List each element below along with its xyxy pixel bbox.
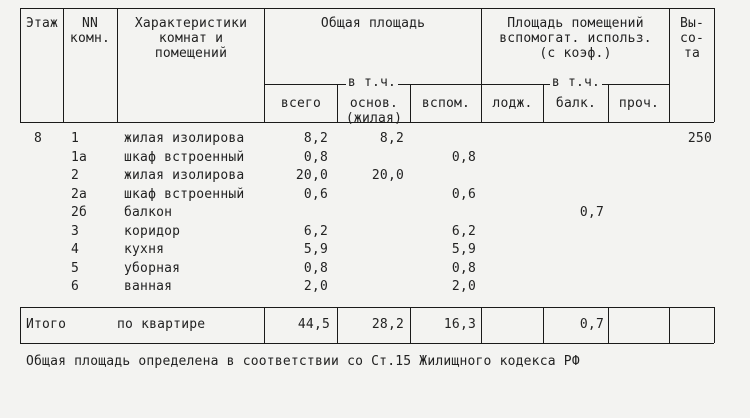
row-main: 8,2 <box>379 131 404 146</box>
row-description: жилая изолирова <box>124 131 245 146</box>
row-total: 0,8 <box>303 260 328 276</box>
col-other: проч. <box>618 96 660 111</box>
col-sep <box>669 307 670 343</box>
row-aux: 2,0 <box>451 279 476 294</box>
row-description: уборная <box>124 260 181 276</box>
row-aux: 0,8 <box>451 260 476 276</box>
col-total: всего <box>280 96 322 111</box>
col-sep <box>337 307 338 343</box>
row-room-no: 3 <box>71 223 80 239</box>
row-aux: 5,9 <box>451 242 476 257</box>
totals-main: 28,2 <box>371 317 404 332</box>
row-room-no: 5 <box>71 260 80 276</box>
row-room-no: 2 <box>71 168 80 183</box>
row-aux: 0,8 <box>451 149 476 165</box>
col-sep <box>608 307 609 343</box>
totals-aux: 16,3 <box>443 317 476 332</box>
row-total: 0,8 <box>303 149 328 165</box>
row-total: 5,9 <box>303 242 328 257</box>
totals-balcony: 0,7 <box>579 317 604 332</box>
row-description: шкаф встроенный <box>124 149 245 165</box>
row-description: коридор <box>124 223 181 239</box>
col-aux: вспом. <box>421 96 471 111</box>
header-aux-area: Площадь помещений вспомогат. использ. (с коэф.) <box>499 16 652 61</box>
row-room-no: 2б <box>71 205 88 220</box>
row-room-no: 1 <box>71 131 80 146</box>
row-height: 250 <box>687 131 712 146</box>
row-description: жилая изолирова <box>124 168 245 183</box>
row-description: ванная <box>124 279 173 294</box>
row-total: 0,6 <box>303 186 328 202</box>
col-sep <box>481 307 482 343</box>
border-right <box>714 307 715 343</box>
footnote: Общая площадь определена в соответствии со Ст.15 Жилищного кодекса РФ <box>26 354 580 369</box>
row-aux: 0,6 <box>451 186 476 202</box>
totals-top-rule <box>20 307 714 308</box>
row-room-no: 2а <box>71 186 88 202</box>
totals-label: Итого <box>26 317 67 332</box>
row-total: 20,0 <box>295 168 328 183</box>
row-aux: 6,2 <box>451 223 476 239</box>
row-description: шкаф встроенный <box>124 186 245 202</box>
header-height: Вы- со- та <box>679 16 705 61</box>
col-loggia: лодж. <box>492 96 533 111</box>
row-description: балкон <box>124 205 173 220</box>
header-description: Характеристики комнат и помещений <box>134 16 248 61</box>
col-main: основ. (жилая) <box>345 96 403 126</box>
totals-bottom-rule <box>20 343 714 344</box>
col-balcony: балк. <box>555 96 597 111</box>
header-room-no: NN комн. <box>69 16 111 46</box>
row-total: 8,2 <box>303 131 328 146</box>
totals-total: 44,5 <box>297 317 330 332</box>
header-including-aux: в т.ч. <box>551 75 601 90</box>
header-including-total: в т.ч. <box>347 75 397 90</box>
row-description: кухня <box>124 242 165 257</box>
row-floor: 8 <box>33 131 43 146</box>
header-floor: Этаж <box>25 16 59 31</box>
row-total: 2,0 <box>303 279 328 294</box>
row-balcony: 0,7 <box>579 205 604 220</box>
row-room-no: 1а <box>71 149 88 165</box>
header-top-rule <box>20 8 714 9</box>
row-total: 6,2 <box>303 223 328 239</box>
row-room-no: 6 <box>71 279 80 294</box>
col-sep <box>543 307 544 343</box>
totals-scope: по квартире <box>117 317 206 332</box>
row-main: 20,0 <box>371 168 404 183</box>
col-sep <box>264 307 265 343</box>
border-right <box>714 8 715 122</box>
header-total-area: Общая площадь <box>320 16 426 31</box>
border-left <box>20 307 21 343</box>
row-room-no: 4 <box>71 242 80 257</box>
